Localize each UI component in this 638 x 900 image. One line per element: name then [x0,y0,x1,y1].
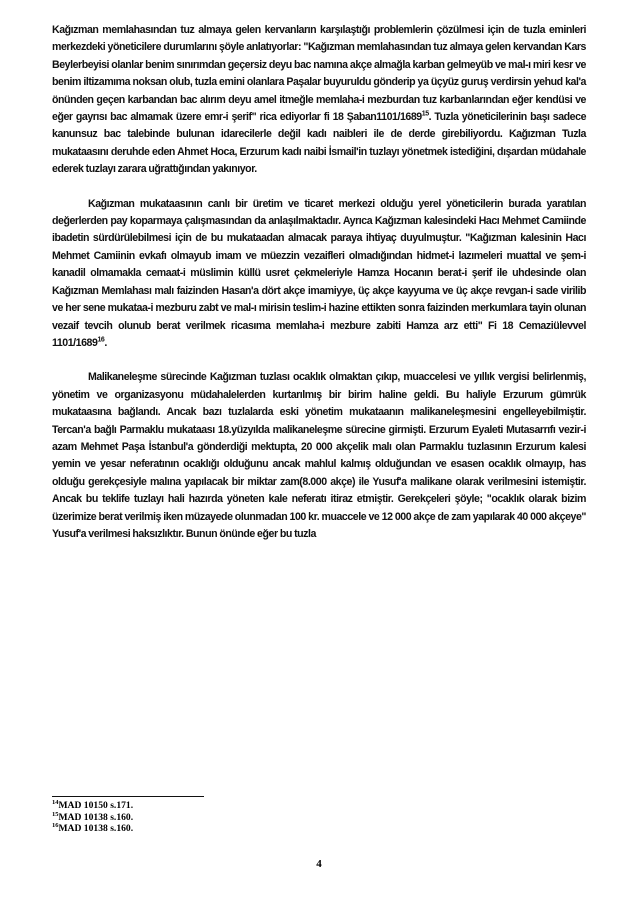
paragraph-2-tail: . [104,336,107,349]
footnote-16 [52,823,586,835]
paragraph-3 [52,369,586,543]
footnote-number: 16 [52,822,59,829]
footnote-text: MAD 10138 s.160. [58,811,134,823]
footnote-divider [52,796,204,797]
paragraph-2-text: Kağızman mukataasının canlı bir üretim ve ticaret merkezi olduğu yerel yöneticilerin burada yaratılan değerlerden pay koparmaya çalışmasından da anlaşılmaktadır. Ayrıca Kağızman kalesindeki Hacı Mehmet Camiinde ibadetin sürdürülebilmesi için de bu mukataadan almacak paraya ihtiyaç duyulmuştur. "Kağızman kalesinin Hacı Mehmet Camiinin evkafı olmayub imam ve müezzin vezaifleri olmadığından hidmet-i lazımeleri muattal ve şem-i kanadil olmamakla cemaat-i müslimin küllü usret çekmeleriyle Hamza Hocanın berat-i şerif ile uhdesinde olan Kağızman Memlahası malı faizinden Hasan'a dört akçe imamiyye, üç akçe kayyuma ve üç akçe revgan-i sade virilib ve her sene mukataa-i mezburu zabt ve mal-ı mirisin teslim-i hazine ettikten sonra faizinden merkumlara tayin olunan vezaif tevcih olunub berat verilmek ricasıma memlaha-i mezbure zabiti Hamza arz etti" Fi 18 Cemaziülevvel 1101/1689 [52,197,586,349]
footnote-15 [52,812,586,824]
paragraph-spacer [52,352,586,369]
paragraph-1 [52,22,586,179]
paragraph-3-text: Malikaneleşme sürecinde Kağızman tuzlası ocaklık olmaktan çıkıp, muaccelesi ve yıllık vergisi belirlenmiş, yönetim ve organizasyonu müdahalelerden kurtarılmış bir birim haline geldi. Bu haliyle Erzurum gümrük mukataasına bağlandı. Ancak bazı tuzlalarda eski yönetim mukataanın malikaneleşmesini engelleyebilmiştir. Tercan'a bağlı Parmaklu mukataası 18.yüzyılda malikaneleşme sürecine girmişti. Erzurum Eyaleti Mutasarrıfı vezir-i azam Mehmet Paşa İstanbul'a gönderdiği mektupta, 20 000 akçelik malı olan Parmaklu tuzlasının Erzurum kalesi yemin ve yesar neferatının ocaklığı olduğunu ancak mahlul kalmış olduğundan ve esasen ocaklık olmayıp, has olduğu gerekçesiyle malına yapılacak bir miktar zam(8.000 akçe) ile Yusuf'a malikane olarak verilmesini istemiştir. Ancak bu teklife tuzlayı hali hazırda yöneten kale neferatı itiraz etmiştir. Gerekçeleri şöyle; "ocaklık olarak bizim üzerimize berat verilmiş iken müzayede olunmadan 100 kr. muaccele ve 12 000 akçe de zam yapılarak 40 000 akçeye" Yusuf'a verilmesi haksızlıktır. Bunun önünde eğer bu tuzla [52,371,586,540]
footnote-text: MAD 10138 s.160. [58,823,134,835]
paragraph-1-text: Kağızman memlahasından tuz almaya gelen kervanların karşılaştığı problemlerin çözülmesi için de tuzla eminleri merkezdeki yöneticilere durumlarını şöyle anlatıyorlar: "Kağızman memlahasından tuz almaya gelen kervandan Kars Beylerbeyisi olanlar benim sınırımdan geçersiz deyu bac namına akçe almağla karban gelmeyüb ve mal-ı miri kesr ve benim iltizamıma noksan olub, tuzla emini olanlara Paşalar buyuruldu gönderip ya üçyüz guruş verdirsin yehud kal'a önünden geçen karbandan bac alırım deyu amel itmeğle memlaha-i mezburdan tuz karbanlarından eğer kendüsi ve eğer gayrısı bac almamak üzere emr-i şerif" rica ediyorlar fi 18 Şaban1101/1689 [52,24,586,124]
paragraph-1-tail: . Tuzla yöneticilerinin başı sadece kanunsuz bac talebinde bulunan idarecilerle değil kadı naibleri ile de derde girebiliyordu. Kağızman Tuzla mukataasını deruhde eden Ahmet Hoca, Erzurum kadı naibi İsmail'in tuzlayı yönetmek istediğini, dışardan müdahale ederek tuzlayı zarara uğrattığından yakınıyor. [52,111,587,176]
page-number: 4 [316,858,322,870]
paragraph-2 [52,196,586,353]
footnote-number: 15 [52,810,59,818]
footnote-text: MAD 10150 s.171. [58,800,134,811]
footnote-14 [52,800,586,812]
footnote-ref-15[interactable]: 15 [421,110,429,118]
footnotes-section [52,796,586,835]
paragraph-spacer [52,179,586,196]
footnote-number: 14 [52,798,59,806]
footnote-ref-16[interactable]: 16 [97,336,105,344]
